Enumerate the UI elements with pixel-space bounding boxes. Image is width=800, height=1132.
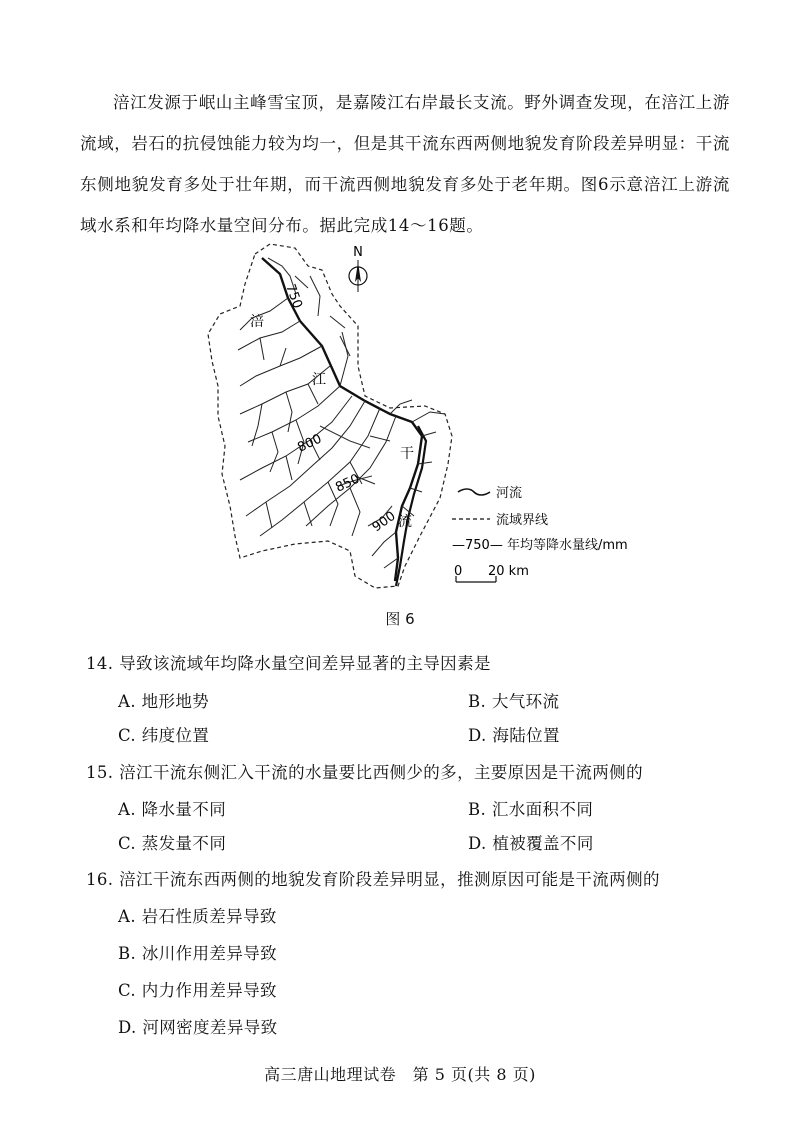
main-river: [262, 258, 422, 581]
q14-option-d: D. 海陆位置: [468, 726, 560, 745]
question-14-stem: 14. 导致该流域年均降水量空间差异显著的主导因素是: [86, 654, 491, 673]
q15-option-d: D. 植被覆盖不同: [468, 834, 594, 853]
isoline-label-750: 750: [282, 282, 305, 311]
river-char-4: 流: [398, 514, 412, 530]
basin-boundary: [208, 244, 452, 588]
q16-option-b: B. 冰川作用差异导致: [118, 944, 278, 963]
q14-option-a: A. 地形地势: [118, 692, 210, 711]
river-char-2: 江: [312, 372, 326, 388]
legend-river: 河流: [496, 486, 523, 501]
page-footer: 高三唐山地理试卷 第 5 页(共 8 页): [264, 1065, 536, 1084]
svg-text:N: N: [353, 245, 363, 260]
q14-option-c: C. 纬度位置: [118, 726, 210, 745]
scale-bar: [454, 564, 529, 582]
legend-boundary: 流域界线: [496, 513, 549, 528]
svg-text:0: 0: [454, 564, 463, 579]
intro-paragraph: 涪江发源于岷山主峰雪宝顶，是嘉陵江右岸最长支流。野外调查发现，在涪江上游流域，岩石的抗侵蚀能力较为均一，但是其干流东西两侧地貌发育阶段差异明显：干流东侧地貌发育多处于壮年期，而干流西侧地貌发育多处于老年期。图6示意涪江上游流域水系和年均降水量空间分布。据此完成14～16题。: [80, 93, 730, 235]
question-15-stem: 15. 涪江干流东侧汇入干流的水量要比西侧少的多，主要原因是干流两侧的: [86, 763, 643, 782]
q16-option-d: D. 河网密度差异导致: [118, 1018, 278, 1037]
isoline-label-800: 800: [295, 431, 325, 456]
q15-option-c: C. 蒸发量不同: [118, 834, 227, 853]
q15-option-a: A. 降水量不同: [118, 800, 227, 819]
question-16-stem: 16. 涪江干流东西两侧的地貌发育阶段差异明显，推测原因可能是干流两侧的: [86, 870, 660, 889]
map-legend: [452, 485, 628, 553]
legend-isoline: —750— 年均等降水量线/mm: [452, 538, 628, 553]
river-basin-map: [200, 236, 660, 606]
q16-option-c: C. 内力作用差异导致: [118, 981, 277, 1000]
isoline-label-850: 850: [333, 471, 363, 496]
svg-text:20 km: 20 km: [488, 564, 529, 579]
q15-option-b: B. 汇水面积不同: [468, 800, 594, 819]
river-char-3: 干: [400, 446, 414, 462]
river-char-1: 涪: [250, 314, 264, 330]
q14-option-b: B. 大气环流: [468, 692, 560, 711]
north-arrow-icon: [349, 245, 367, 292]
q16-option-a: A. 岩石性质差异导致: [118, 907, 277, 926]
isoline-label-900: 900: [369, 508, 399, 536]
figure-caption: 图 6: [385, 610, 415, 628]
